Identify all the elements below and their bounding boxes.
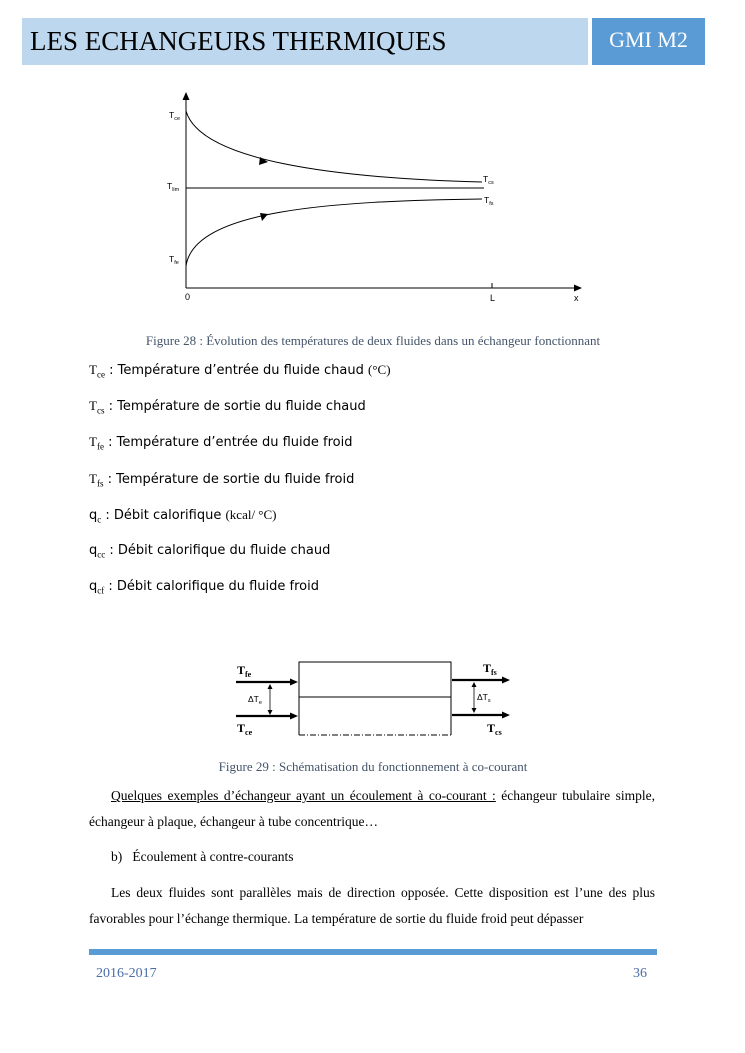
document-title: LES ECHANGEURS THERMIQUES <box>22 18 588 65</box>
label-delta-ts: $\Delta T_s$ <box>477 692 491 704</box>
label-delta-te: $\Delta T_e$ <box>248 694 262 706</box>
cold-fluid-curve <box>186 199 482 266</box>
label-tfs-29: $T_{fs}$ <box>483 661 497 677</box>
definition-tfe: $T_{fe}$ : Température d’entrée du fluide froid <box>89 434 353 452</box>
cold-flow-arrow <box>260 213 268 221</box>
definition-qc: $q_c$ : Débit calorifique (kcal/ °C) <box>89 507 277 525</box>
label-origin: 0 <box>185 292 191 302</box>
examples-label: Quelques exemples d’échangeur ayant un écoulement à co-courant : <box>111 788 496 803</box>
definition-qcf: $q_{cf}$ : Débit calorifique du fluide froid <box>89 579 319 596</box>
definition-tce: $T_{ce}$ : Température d’entrée du fluide chaud (°C) <box>89 362 391 380</box>
figure-28-temperature-chart <box>160 90 590 305</box>
section-heading <box>89 844 655 870</box>
figure-28-caption: Figure 28 : Évolution des températures de deux fluides dans un échangeur fonctionnant <box>145 333 601 348</box>
label-length: L <box>490 293 496 303</box>
section-marker: b) <box>111 849 123 864</box>
hot-fluid-curve <box>186 111 482 182</box>
footer-bar <box>89 949 657 955</box>
section-title: Écoulement à contre-courants <box>132 849 294 864</box>
definition-qcc: $q_{cc}$ : Débit calorifique du fluide chaud <box>89 543 331 560</box>
course-badge: GMI M2 <box>592 18 705 65</box>
definition-tfs: $T_{fs}$ : Température de sortie du fluide froid <box>89 471 355 489</box>
label-tce: $T_{ce}$ <box>169 110 181 122</box>
figure-29-caption: Figure 29 : Schématisation du fonctionnement à co-courant <box>218 759 528 774</box>
y-axis-arrow <box>183 92 190 100</box>
label-tlim: $T_{lim}$ <box>167 181 180 193</box>
footer-year: 2016-2017 <box>96 966 157 981</box>
label-tfs: $T_{fs}$ <box>484 195 494 207</box>
definition-tcs: $T_{cs}$ : Température de sortie du fluide chaud <box>89 398 366 416</box>
label-tcs-29: $T_{cs}$ <box>487 721 502 737</box>
label-tfe-29: $T_{fe}$ <box>237 663 252 679</box>
label-x-axis: x <box>574 293 579 303</box>
page-number: 36 <box>633 966 647 981</box>
body-paragraph: Les deux fluides sont parallèles mais de direction opposée. Cette disposition est l’une des plus favorables pour l’échange thermique. La température de sortie du fluide froid peut dépasser <box>89 885 655 926</box>
hot-flow-arrow <box>259 157 268 165</box>
exchanger-top-box <box>299 662 451 697</box>
figure-29-cocurrent-schematic <box>228 654 518 744</box>
x-axis-arrow <box>574 285 582 292</box>
label-tcs: $T_{cs}$ <box>483 174 494 186</box>
examples-paragraph: Quelques exemples d’échangeur ayant un écoulement à co-courant : échangeur tubulaire simple, échangeur à plaque, échangeur à tube concentrique… <box>89 788 655 829</box>
label-tfe: $T_{fe}$ <box>169 254 179 266</box>
label-tce-29: $T_{ce}$ <box>237 721 253 737</box>
